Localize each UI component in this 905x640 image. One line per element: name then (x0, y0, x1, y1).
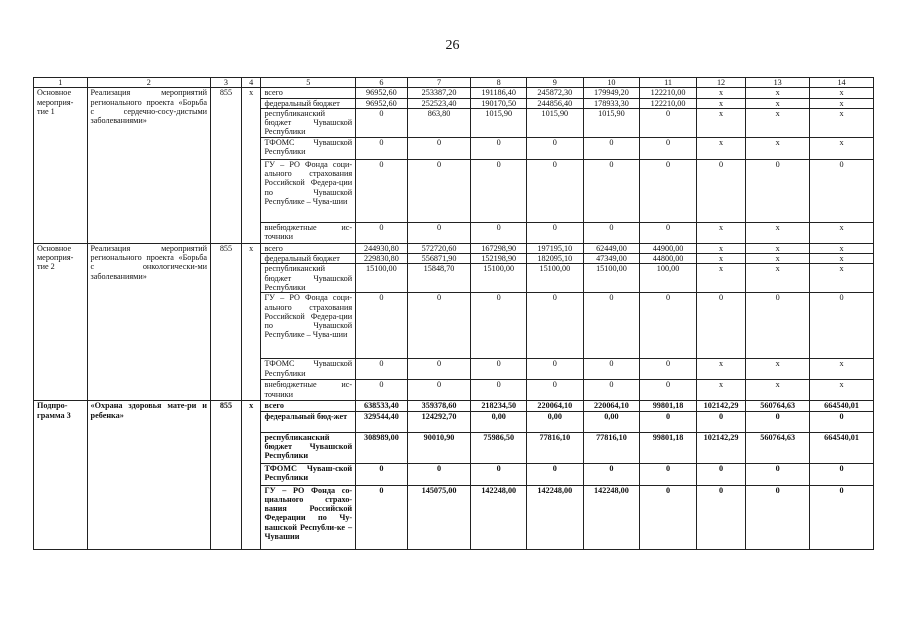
amount-cell: x (696, 108, 745, 137)
amount-cell: x (696, 359, 745, 380)
amount-cell: x (810, 137, 874, 159)
section-code-cell: x (241, 401, 261, 549)
measure-code-cell: Подпро-грамма 3 (34, 401, 88, 549)
amount-cell: 0 (407, 359, 471, 380)
amount-cell: x (696, 222, 745, 243)
funding-source-cell: внебюджетные ис-точники (261, 222, 356, 243)
amount-cell: 0 (407, 380, 471, 401)
section-code-cell: x (241, 243, 261, 400)
amount-cell: 556871,90 (407, 254, 471, 264)
table-row (34, 88, 874, 98)
grbs-cell: 855 (211, 401, 242, 549)
amount-cell: 0 (640, 359, 697, 380)
measure-name-cell: Реализация мероприятий регионального проекта «Борьба с онкологически-ми заболеваниями» (87, 243, 211, 400)
amount-cell: 122210,00 (640, 98, 697, 108)
funding-source-cell: федеральный бюджет (261, 98, 356, 108)
amount-cell: 142248,00 (471, 485, 527, 549)
amount-cell: 0 (527, 159, 584, 222)
amount-cell: 220064,10 (583, 401, 640, 411)
amount-cell: 0 (471, 293, 527, 359)
amount-cell: 122210,00 (640, 88, 697, 98)
funding-source-cell: федеральный бюд-жет (261, 411, 356, 432)
measure-code-cell: Основное мероприя-тие 2 (34, 243, 88, 400)
amount-cell: 0 (810, 293, 874, 359)
amount-cell: x (746, 243, 810, 253)
funding-source-cell: ТФОМС Чувашской Республики (261, 359, 356, 380)
amount-cell: 0 (583, 159, 640, 222)
funding-source-cell: ГУ – РО Фонда со-циального страхо-вания Российской Федерации по Чу-вашской Республи-ке – Чувашии (261, 485, 356, 549)
amount-cell: 182095,10 (527, 254, 584, 264)
amount-cell: 0 (810, 463, 874, 485)
amount-cell: 0 (356, 359, 407, 380)
amount-cell: 15100,00 (471, 264, 527, 293)
amount-cell: 75986,50 (471, 432, 527, 463)
funding-source-cell: внебюджетные ис-точники (261, 380, 356, 401)
column-number-cell: 7 (407, 78, 471, 88)
amount-cell: 77816,10 (527, 432, 584, 463)
amount-cell: x (810, 222, 874, 243)
amount-cell: x (746, 359, 810, 380)
amount-cell: 229830,80 (356, 254, 407, 264)
column-number-cell: 10 (583, 78, 640, 88)
amount-cell: 191186,40 (471, 88, 527, 98)
amount-cell: 0 (471, 137, 527, 159)
amount-cell: 0 (583, 359, 640, 380)
column-number-cell: 13 (746, 78, 810, 88)
amount-cell: 0,00 (471, 411, 527, 432)
amount-cell: 664540,01 (810, 432, 874, 463)
measure-code-cell: Основное мероприя-тие 1 (34, 88, 88, 243)
amount-cell: 0 (356, 293, 407, 359)
amount-cell: 664540,01 (810, 401, 874, 411)
amount-cell: 245872,30 (527, 88, 584, 98)
amount-cell: x (746, 137, 810, 159)
amount-cell: 0 (407, 293, 471, 359)
amount-cell: 0 (527, 137, 584, 159)
amount-cell: x (696, 380, 745, 401)
amount-cell: 560764,63 (746, 401, 810, 411)
amount-cell: 638533,40 (356, 401, 407, 411)
grbs-cell: 855 (211, 88, 242, 243)
column-number-cell: 2 (87, 78, 211, 88)
funding-source-cell: всего (261, 243, 356, 253)
amount-cell: 0 (356, 463, 407, 485)
amount-cell: 0 (640, 293, 697, 359)
amount-cell: 178933,30 (583, 98, 640, 108)
column-number-cell: 14 (810, 78, 874, 88)
amount-cell: 96952,60 (356, 98, 407, 108)
amount-cell: x (746, 380, 810, 401)
amount-cell: x (810, 243, 874, 253)
amount-cell: 0 (583, 222, 640, 243)
amount-cell: 0 (407, 222, 471, 243)
amount-cell: 0 (746, 463, 810, 485)
funding-source-cell: ГУ – РО Фонда соци-ального страхования Российской Федера-ции по Чувашской Республике – Чува-шии (261, 293, 356, 359)
table-row (34, 401, 874, 411)
amount-cell: x (810, 380, 874, 401)
amount-cell: 220064,10 (527, 401, 584, 411)
measure-name-cell: «Охрана здоровья мате-ри и ребенка» (87, 401, 211, 549)
amount-cell: 0,00 (527, 411, 584, 432)
column-number-row (34, 78, 874, 88)
amount-cell: 0 (640, 380, 697, 401)
column-number-cell: 9 (527, 78, 584, 88)
amount-cell: x (696, 264, 745, 293)
amount-cell: 102142,29 (696, 401, 745, 411)
amount-cell: x (810, 359, 874, 380)
amount-cell: 0 (746, 293, 810, 359)
amount-cell: 62449,00 (583, 243, 640, 253)
amount-cell: 308989,00 (356, 432, 407, 463)
amount-cell: 0 (583, 463, 640, 485)
amount-cell: 142248,00 (527, 485, 584, 549)
amount-cell: x (810, 88, 874, 98)
amount-cell: 0 (810, 485, 874, 549)
amount-cell: 0 (471, 463, 527, 485)
amount-cell: x (746, 254, 810, 264)
amount-cell: x (746, 88, 810, 98)
column-number-cell: 3 (211, 78, 242, 88)
amount-cell: 179949,20 (583, 88, 640, 98)
amount-cell: 218234,50 (471, 401, 527, 411)
amount-cell: 0 (471, 359, 527, 380)
funding-source-cell: федеральный бюджет (261, 254, 356, 264)
amount-cell: 0 (356, 485, 407, 549)
amount-cell: x (696, 243, 745, 253)
amount-cell: 244930,80 (356, 243, 407, 253)
amount-cell: x (696, 137, 745, 159)
funding-source-cell: всего (261, 401, 356, 411)
funding-source-cell: республиканский бюджет Чувашской Республики (261, 432, 356, 463)
amount-cell: x (696, 254, 745, 264)
amount-cell: 0 (640, 137, 697, 159)
column-number-cell: 1 (34, 78, 88, 88)
amount-cell: 0 (696, 159, 745, 222)
amount-cell: 1015,90 (471, 108, 527, 137)
amount-cell: 190170,50 (471, 98, 527, 108)
amount-cell: 15100,00 (356, 264, 407, 293)
amount-cell: 0 (356, 380, 407, 401)
amount-cell: 0 (527, 222, 584, 243)
amount-cell: 0 (583, 293, 640, 359)
amount-cell: 15100,00 (527, 264, 584, 293)
amount-cell: x (696, 98, 745, 108)
column-number-cell: 11 (640, 78, 697, 88)
amount-cell: 0 (356, 137, 407, 159)
amount-cell: 560764,63 (746, 432, 810, 463)
amount-cell: 0 (810, 411, 874, 432)
amount-cell: 0 (640, 463, 697, 485)
amount-cell: 863,80 (407, 108, 471, 137)
amount-cell: 0 (810, 159, 874, 222)
amount-cell: 0 (527, 359, 584, 380)
funding-source-cell: всего (261, 88, 356, 98)
amount-cell: 90010,90 (407, 432, 471, 463)
amount-cell: 0 (746, 411, 810, 432)
amount-cell: 0 (583, 380, 640, 401)
amount-cell: 197195,10 (527, 243, 584, 253)
amount-cell: 0 (746, 159, 810, 222)
column-number-cell: 5 (261, 78, 356, 88)
amount-cell: 102142,29 (696, 432, 745, 463)
amount-cell: 152198,90 (471, 254, 527, 264)
amount-cell: 0 (471, 380, 527, 401)
amount-cell: 253387,20 (407, 88, 471, 98)
amount-cell: 142248,00 (583, 485, 640, 549)
column-number-cell: 4 (241, 78, 261, 88)
amount-cell: 0 (746, 485, 810, 549)
amount-cell: x (810, 108, 874, 137)
amount-cell: 0 (696, 485, 745, 549)
amount-cell: 15100,00 (583, 264, 640, 293)
amount-cell: 15848,70 (407, 264, 471, 293)
amount-cell: 0 (583, 137, 640, 159)
amount-cell: 0 (696, 411, 745, 432)
amount-cell: 124292,70 (407, 411, 471, 432)
amount-cell: 0 (527, 380, 584, 401)
amount-cell: 0 (640, 108, 697, 137)
amount-cell: 44800,00 (640, 254, 697, 264)
amount-cell: 100,00 (640, 264, 697, 293)
amount-cell: 0 (696, 463, 745, 485)
amount-cell: 99801,18 (640, 432, 697, 463)
amount-cell: 0 (471, 159, 527, 222)
funding-source-cell: ГУ – РО Фонда соци-ального страхования Российской Федера-ции по Чувашской Республике – Чува-шии (261, 159, 356, 222)
section-code-cell: x (241, 88, 261, 243)
funding-source-cell: республиканский бюджет Чувашской Республики (261, 108, 356, 137)
amount-cell: x (746, 264, 810, 293)
column-number-cell: 6 (356, 78, 407, 88)
amount-cell: 0,00 (583, 411, 640, 432)
amount-cell: 0 (640, 159, 697, 222)
amount-cell: 359378,60 (407, 401, 471, 411)
amount-cell: 0 (640, 411, 697, 432)
budget-table (33, 77, 874, 550)
amount-cell: x (696, 88, 745, 98)
amount-cell: 99801,18 (640, 401, 697, 411)
amount-cell: 96952,60 (356, 88, 407, 98)
amount-cell: x (810, 98, 874, 108)
amount-cell: 77816,10 (583, 432, 640, 463)
amount-cell: 0 (356, 159, 407, 222)
amount-cell: 47349,00 (583, 254, 640, 264)
amount-cell: 252523,40 (407, 98, 471, 108)
amount-cell: 0 (407, 137, 471, 159)
column-number-cell: 8 (471, 78, 527, 88)
amount-cell: x (746, 222, 810, 243)
amount-cell: x (810, 254, 874, 264)
amount-cell: 1015,90 (583, 108, 640, 137)
amount-cell: x (746, 108, 810, 137)
amount-cell: 0 (356, 222, 407, 243)
amount-cell: x (810, 264, 874, 293)
amount-cell: 0 (356, 108, 407, 137)
column-number-cell: 12 (696, 78, 745, 88)
amount-cell: 167298,90 (471, 243, 527, 253)
page-number: 26 (445, 38, 460, 53)
amount-cell: 572720,60 (407, 243, 471, 253)
measure-name-cell: Реализация мероприятий регионального проекта «Борьба с сердечно-сосу-дистыми заболеваниями» (87, 88, 211, 243)
amount-cell: 0 (407, 159, 471, 222)
amount-cell: 329544,40 (356, 411, 407, 432)
amount-cell: 1015,90 (527, 108, 584, 137)
amount-cell: 0 (640, 485, 697, 549)
amount-cell: 0 (527, 463, 584, 485)
amount-cell: 0 (471, 222, 527, 243)
funding-source-cell: ТФОМС Чуваш-ской Республики (261, 463, 356, 485)
grbs-cell: 855 (211, 243, 242, 400)
table-body (34, 78, 874, 550)
amount-cell: 44900,00 (640, 243, 697, 253)
amount-cell: 0 (640, 222, 697, 243)
table-row (34, 243, 874, 253)
amount-cell: 244856,40 (527, 98, 584, 108)
amount-cell: 0 (696, 293, 745, 359)
amount-cell: 0 (407, 463, 471, 485)
funding-source-cell: ТФОМС Чувашской Республики (261, 137, 356, 159)
amount-cell: x (746, 98, 810, 108)
funding-source-cell: республиканский бюджет Чувашской Республики (261, 264, 356, 293)
amount-cell: 145075,00 (407, 485, 471, 549)
amount-cell: 0 (527, 293, 584, 359)
